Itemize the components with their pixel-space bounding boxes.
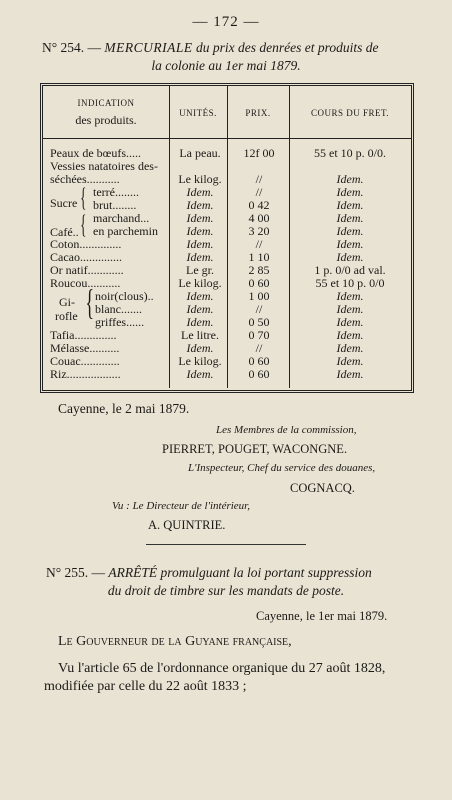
price-table [40, 83, 414, 393]
group-label-sucre: Sucre [50, 196, 78, 210]
product-cell: terré........ [93, 185, 139, 199]
product-cell: Couac............. [50, 354, 120, 368]
table-row [43, 263, 411, 276]
fret-cell: Idem. [336, 185, 364, 199]
heading-rest: promulguant la loi portant suppression [160, 565, 372, 580]
heading-rest: du prix des denrées et produits de [196, 40, 379, 55]
table-row [43, 276, 411, 289]
fret-cell: Idem. [336, 341, 364, 355]
unit-cell: Le kilog. [178, 172, 222, 186]
header-cours: COURS DU FRET. [310, 108, 390, 118]
table-row [43, 172, 411, 185]
place-date-2 [256, 609, 387, 624]
price-cell: // [255, 302, 263, 316]
price-cell: // [255, 185, 263, 199]
governor-line: Le Gouverneur de la Guyane française, [58, 634, 292, 649]
fret-cell: Idem. [336, 224, 364, 238]
product-cell: blanc....... [95, 302, 142, 316]
product-cell: brut........ [93, 198, 137, 212]
heading-title: ARRÊTÉ [108, 565, 158, 580]
table-row [43, 302, 411, 315]
unit-cell: Le gr. [186, 263, 214, 277]
table-row [43, 367, 411, 380]
price-cell: // [255, 341, 263, 355]
header-prix: PRIX. [245, 108, 271, 118]
place-date: Cayenne, le 2 mai 1879. [58, 401, 190, 416]
unit-cell: Le litre. [181, 328, 219, 342]
price-cell: 1 00 [248, 289, 270, 303]
vu-line-1: Vu l'article 65 de l'ordonnance organique du 27 août 1828, [58, 661, 386, 676]
fret-cell: Idem. [336, 198, 364, 212]
price-cell: 0 60 [248, 354, 270, 368]
price-cell: 0 42 [248, 198, 270, 212]
table-row [43, 328, 411, 341]
fret-cell: Idem. [336, 172, 364, 186]
unit-cell: Idem. [186, 302, 214, 316]
section-heading-254-line2: la colonie au 1er mai 1879. [151, 58, 301, 73]
table-row [43, 250, 411, 263]
table-row [43, 315, 411, 328]
unit-cell: Idem. [186, 341, 214, 355]
price-cell: 1 10 [248, 250, 270, 264]
price-cell: 0 60 [248, 276, 270, 290]
fret-cell: Idem. [336, 367, 364, 381]
fret-cell: Idem. [336, 237, 364, 251]
vu-name: A. QUINTRIE. [148, 518, 226, 532]
product-cell: séchées........... [50, 172, 120, 186]
price-cell: 4 00 [248, 211, 270, 225]
table-row [43, 224, 411, 237]
table-row [43, 159, 411, 172]
product-cell: Riz.................. [50, 367, 121, 381]
fret-cell: 55 et 10 p. 0/0. [314, 146, 386, 160]
inspector-label: L'Inspecteur, Chef du service des douanes, [188, 462, 376, 474]
table-row [43, 185, 411, 198]
brace-cafe: { [80, 210, 87, 239]
fret-cell: Idem. [336, 315, 364, 329]
table-row [43, 237, 411, 250]
unit-cell: La peau. [179, 146, 221, 160]
separator-rule [146, 544, 306, 545]
fret-cell: Idem. [336, 354, 364, 368]
product-cell: Roucou........... [50, 276, 121, 290]
price-cell: 3 20 [248, 224, 270, 238]
commission-names: PIERRET, POUGET, WACONGNE. [162, 442, 348, 456]
table-row [43, 341, 411, 354]
vu-line-2: modifiée par celle du 22 août 1833 ; [44, 679, 247, 694]
heading-number: N° 255. — [46, 565, 106, 580]
brace-sucre: { [80, 183, 87, 212]
heading-number: N° 254. — [42, 40, 102, 55]
vu-label: Vu : Le Directeur de l'intérieur, [112, 500, 250, 512]
fret-cell: Idem. [336, 211, 364, 225]
product-cell: Or natif............ [50, 263, 124, 277]
header-unites: UNITÉS. [179, 108, 217, 118]
unit-cell: Idem. [186, 367, 214, 381]
unit-cell: Idem. [186, 185, 214, 199]
fret-cell: 1 p. 0/0 ad val. [314, 263, 386, 277]
product-cell: Peaux de bœufs..... [50, 146, 141, 160]
price-cell: 0 50 [248, 315, 270, 329]
commission-label: Les Membres de la commission, [216, 424, 357, 436]
unit-cell: Idem. [186, 211, 214, 225]
header-indication [43, 98, 169, 128]
page-number: — 172 — [192, 14, 260, 30]
product-cell: Vessies natatoires des- [50, 159, 158, 173]
unit-cell: Le kilog. [178, 354, 222, 368]
price-cell: 0 60 [248, 367, 270, 381]
product-cell: Mélasse.......... [50, 341, 120, 355]
table-row [43, 146, 411, 159]
table-row [43, 354, 411, 367]
product-cell: marchand... [93, 211, 150, 225]
price-cell: // [255, 237, 263, 251]
section-heading-255 [46, 565, 372, 581]
product-cell: noir(clous).. [95, 289, 154, 303]
table-row [43, 198, 411, 211]
product-cell: griffes...... [95, 315, 145, 329]
fret-cell: Idem. [336, 289, 364, 303]
group-label-girofle-1: Gi- [59, 295, 75, 309]
group-label-girofle-2: rofle [55, 309, 78, 323]
place-date-2-text: Cayenne, le 1er mai 1879. [256, 609, 388, 623]
product-cell: en parchemin [93, 224, 158, 238]
product-cell: Coton.............. [50, 237, 122, 251]
price-cell: 2 85 [248, 263, 270, 277]
fret-cell: Idem. [336, 328, 364, 342]
unit-cell: Idem. [186, 250, 214, 264]
fret-cell: Idem. [336, 302, 364, 316]
header-indication-line1: INDICATION [77, 98, 135, 108]
section-heading-255-line2: du droit de timbre sur les mandats de poste. [107, 583, 345, 598]
group-label-cafe: Café.. [50, 225, 79, 239]
heading-title: MERCURIALE [104, 40, 193, 55]
fret-cell: Idem. [336, 250, 364, 264]
unit-cell: Idem. [186, 315, 214, 329]
product-cell: Cacao.............. [50, 250, 122, 264]
inspector-name: COGNACQ. [290, 481, 355, 495]
unit-cell: Le kilog. [178, 276, 222, 290]
unit-cell: Idem. [186, 289, 214, 303]
unit-cell: Idem. [186, 224, 214, 238]
price-cell: // [255, 172, 263, 186]
table-row [43, 289, 411, 302]
unit-cell: Idem. [186, 237, 214, 251]
brace-girofle: { [85, 282, 94, 322]
section-heading-254 [42, 40, 379, 56]
price-cell: 12f 00 [243, 146, 275, 160]
fret-cell: 55 et 10 p. 0/0 [315, 276, 385, 290]
header-indication-line2: des produits. [75, 113, 137, 127]
unit-cell: Idem. [186, 198, 214, 212]
product-cell: Tafia.............. [50, 328, 117, 342]
table-row [43, 211, 411, 224]
price-cell: 0 70 [248, 328, 270, 342]
